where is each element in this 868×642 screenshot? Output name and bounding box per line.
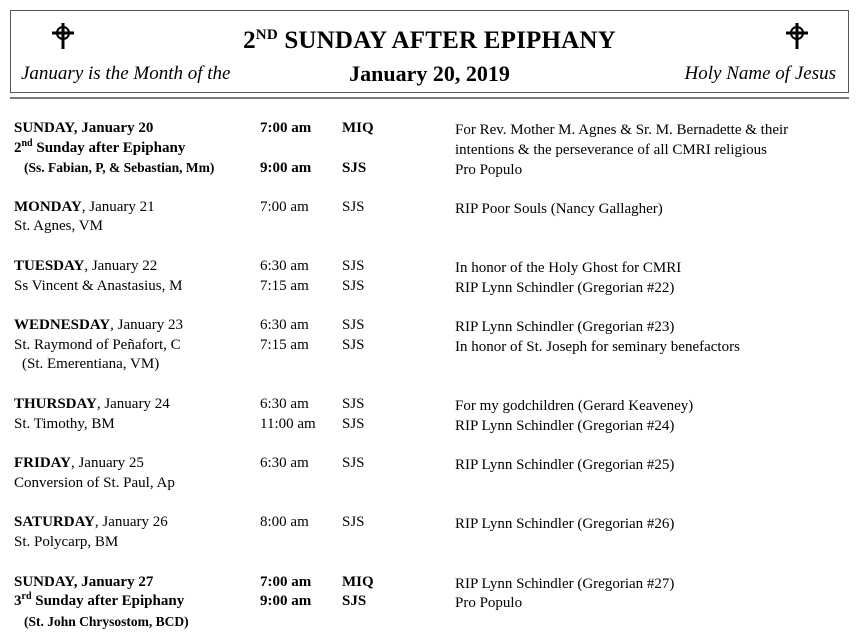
mass-intention: Pro Populo xyxy=(455,162,523,178)
mass-time: 9:00 am xyxy=(260,160,312,176)
mass-intention: RIP Lynn Schindler (Gregorian #25) xyxy=(455,457,675,473)
day-heading: SUNDAY, January 20 xyxy=(14,120,154,136)
mass-intention: RIP Lynn Schindler (Gregorian #22) xyxy=(455,280,675,296)
mass-intention: For Rev. Mother M. Agnes & Sr. M. Bernadette & their xyxy=(455,122,789,138)
commemoration: (St. John Chrysostom, BCD) xyxy=(24,614,189,629)
bulletin-header xyxy=(10,10,849,93)
mass-intention: RIP Poor Souls (Nancy Gallagher) xyxy=(455,201,663,217)
mass-time: 7:15 am xyxy=(260,278,309,294)
day-heading: FRIDAY, January 25 xyxy=(14,455,144,471)
mass-time: 8:00 am xyxy=(260,514,309,530)
mass-time: 9:00 am xyxy=(260,593,312,609)
mass-intention: RIP Lynn Schindler (Gregorian #27) xyxy=(455,576,675,592)
feast-name: Ss Vincent & Anastasius, M xyxy=(14,278,183,294)
mass-location: SJS xyxy=(342,199,365,215)
mass-time: 7:15 am xyxy=(260,337,309,353)
mass-location: SJS xyxy=(342,455,365,471)
mass-intention: In honor of the Holy Ghost for CMRI xyxy=(455,260,682,276)
mass-time: 6:30 am xyxy=(260,396,309,412)
mass-time: 7:00 am xyxy=(260,120,312,136)
mass-location: SJS xyxy=(342,278,365,294)
mass-location: SJS xyxy=(342,396,365,412)
mass-time: 7:00 am xyxy=(260,199,309,215)
mass-intention: Pro Populo xyxy=(455,595,523,611)
mass-time: 7:00 am xyxy=(260,574,312,590)
mass-time: 6:30 am xyxy=(260,317,309,333)
feast-name: 3rd Sunday after Epiphany xyxy=(14,591,185,609)
mass-location: MIQ xyxy=(342,120,374,136)
day-heading: TUESDAY, January 22 xyxy=(14,258,158,274)
day-heading: WEDNESDAY, January 23 xyxy=(14,317,184,333)
day-heading: THURSDAY, January 24 xyxy=(14,396,170,412)
mass-intention: In honor of St. Joseph for seminary benefactors xyxy=(455,339,740,355)
mass-time: 11:00 am xyxy=(260,416,316,432)
mass-location: SJS xyxy=(342,593,367,609)
day-heading: MONDAY, January 21 xyxy=(14,199,155,215)
mass-location: SJS xyxy=(342,514,365,530)
mass-intention: For my godchildren (Gerard Keaveney) xyxy=(455,398,694,414)
page-title: 2ND SUNDAY AFTER EPIPHANY xyxy=(243,27,616,54)
month-dedication-value: Holy Name of Jesus xyxy=(684,63,836,84)
mass-location: SJS xyxy=(342,160,367,176)
day-heading: SATURDAY, January 26 xyxy=(14,514,168,530)
commemoration: (Ss. Fabian, P, & Sebastian, Mm) xyxy=(24,160,215,175)
feast-name: 2nd Sunday after Epiphany xyxy=(14,138,186,156)
mass-location: SJS xyxy=(342,416,365,432)
mass-intention: RIP Lynn Schindler (Gregorian #24) xyxy=(455,418,675,434)
feast-name: St. Timothy, BM xyxy=(14,416,115,432)
day-heading: SUNDAY, January 27 xyxy=(14,574,154,590)
feast-name: St. Raymond of Peñafort, C xyxy=(14,337,181,353)
mass-location: SJS xyxy=(342,258,365,274)
divider xyxy=(10,97,849,99)
feast-name: Conversion of St. Paul, Ap xyxy=(14,475,175,491)
feast-name: St. Agnes, VM xyxy=(14,218,103,234)
mass-time: 6:30 am xyxy=(260,258,309,274)
mass-intention: RIP Lynn Schindler (Gregorian #26) xyxy=(455,516,675,532)
bulletin-date: January 20, 2019 xyxy=(349,61,510,86)
mass-location: SJS xyxy=(342,317,365,333)
commemoration: (St. Emerentiana, VM) xyxy=(22,356,160,372)
mass-location: MIQ xyxy=(342,574,374,590)
mass-location: SJS xyxy=(342,337,365,353)
mass-intention: RIP Lynn Schindler (Gregorian #23) xyxy=(455,319,675,335)
mass-intention: intentions & the perseverance of all CMRI religious xyxy=(455,142,768,158)
mass-time: 6:30 am xyxy=(260,455,309,471)
month-dedication-label: January is the Month of the xyxy=(21,63,231,84)
feast-name: St. Polycarp, BM xyxy=(14,534,119,550)
